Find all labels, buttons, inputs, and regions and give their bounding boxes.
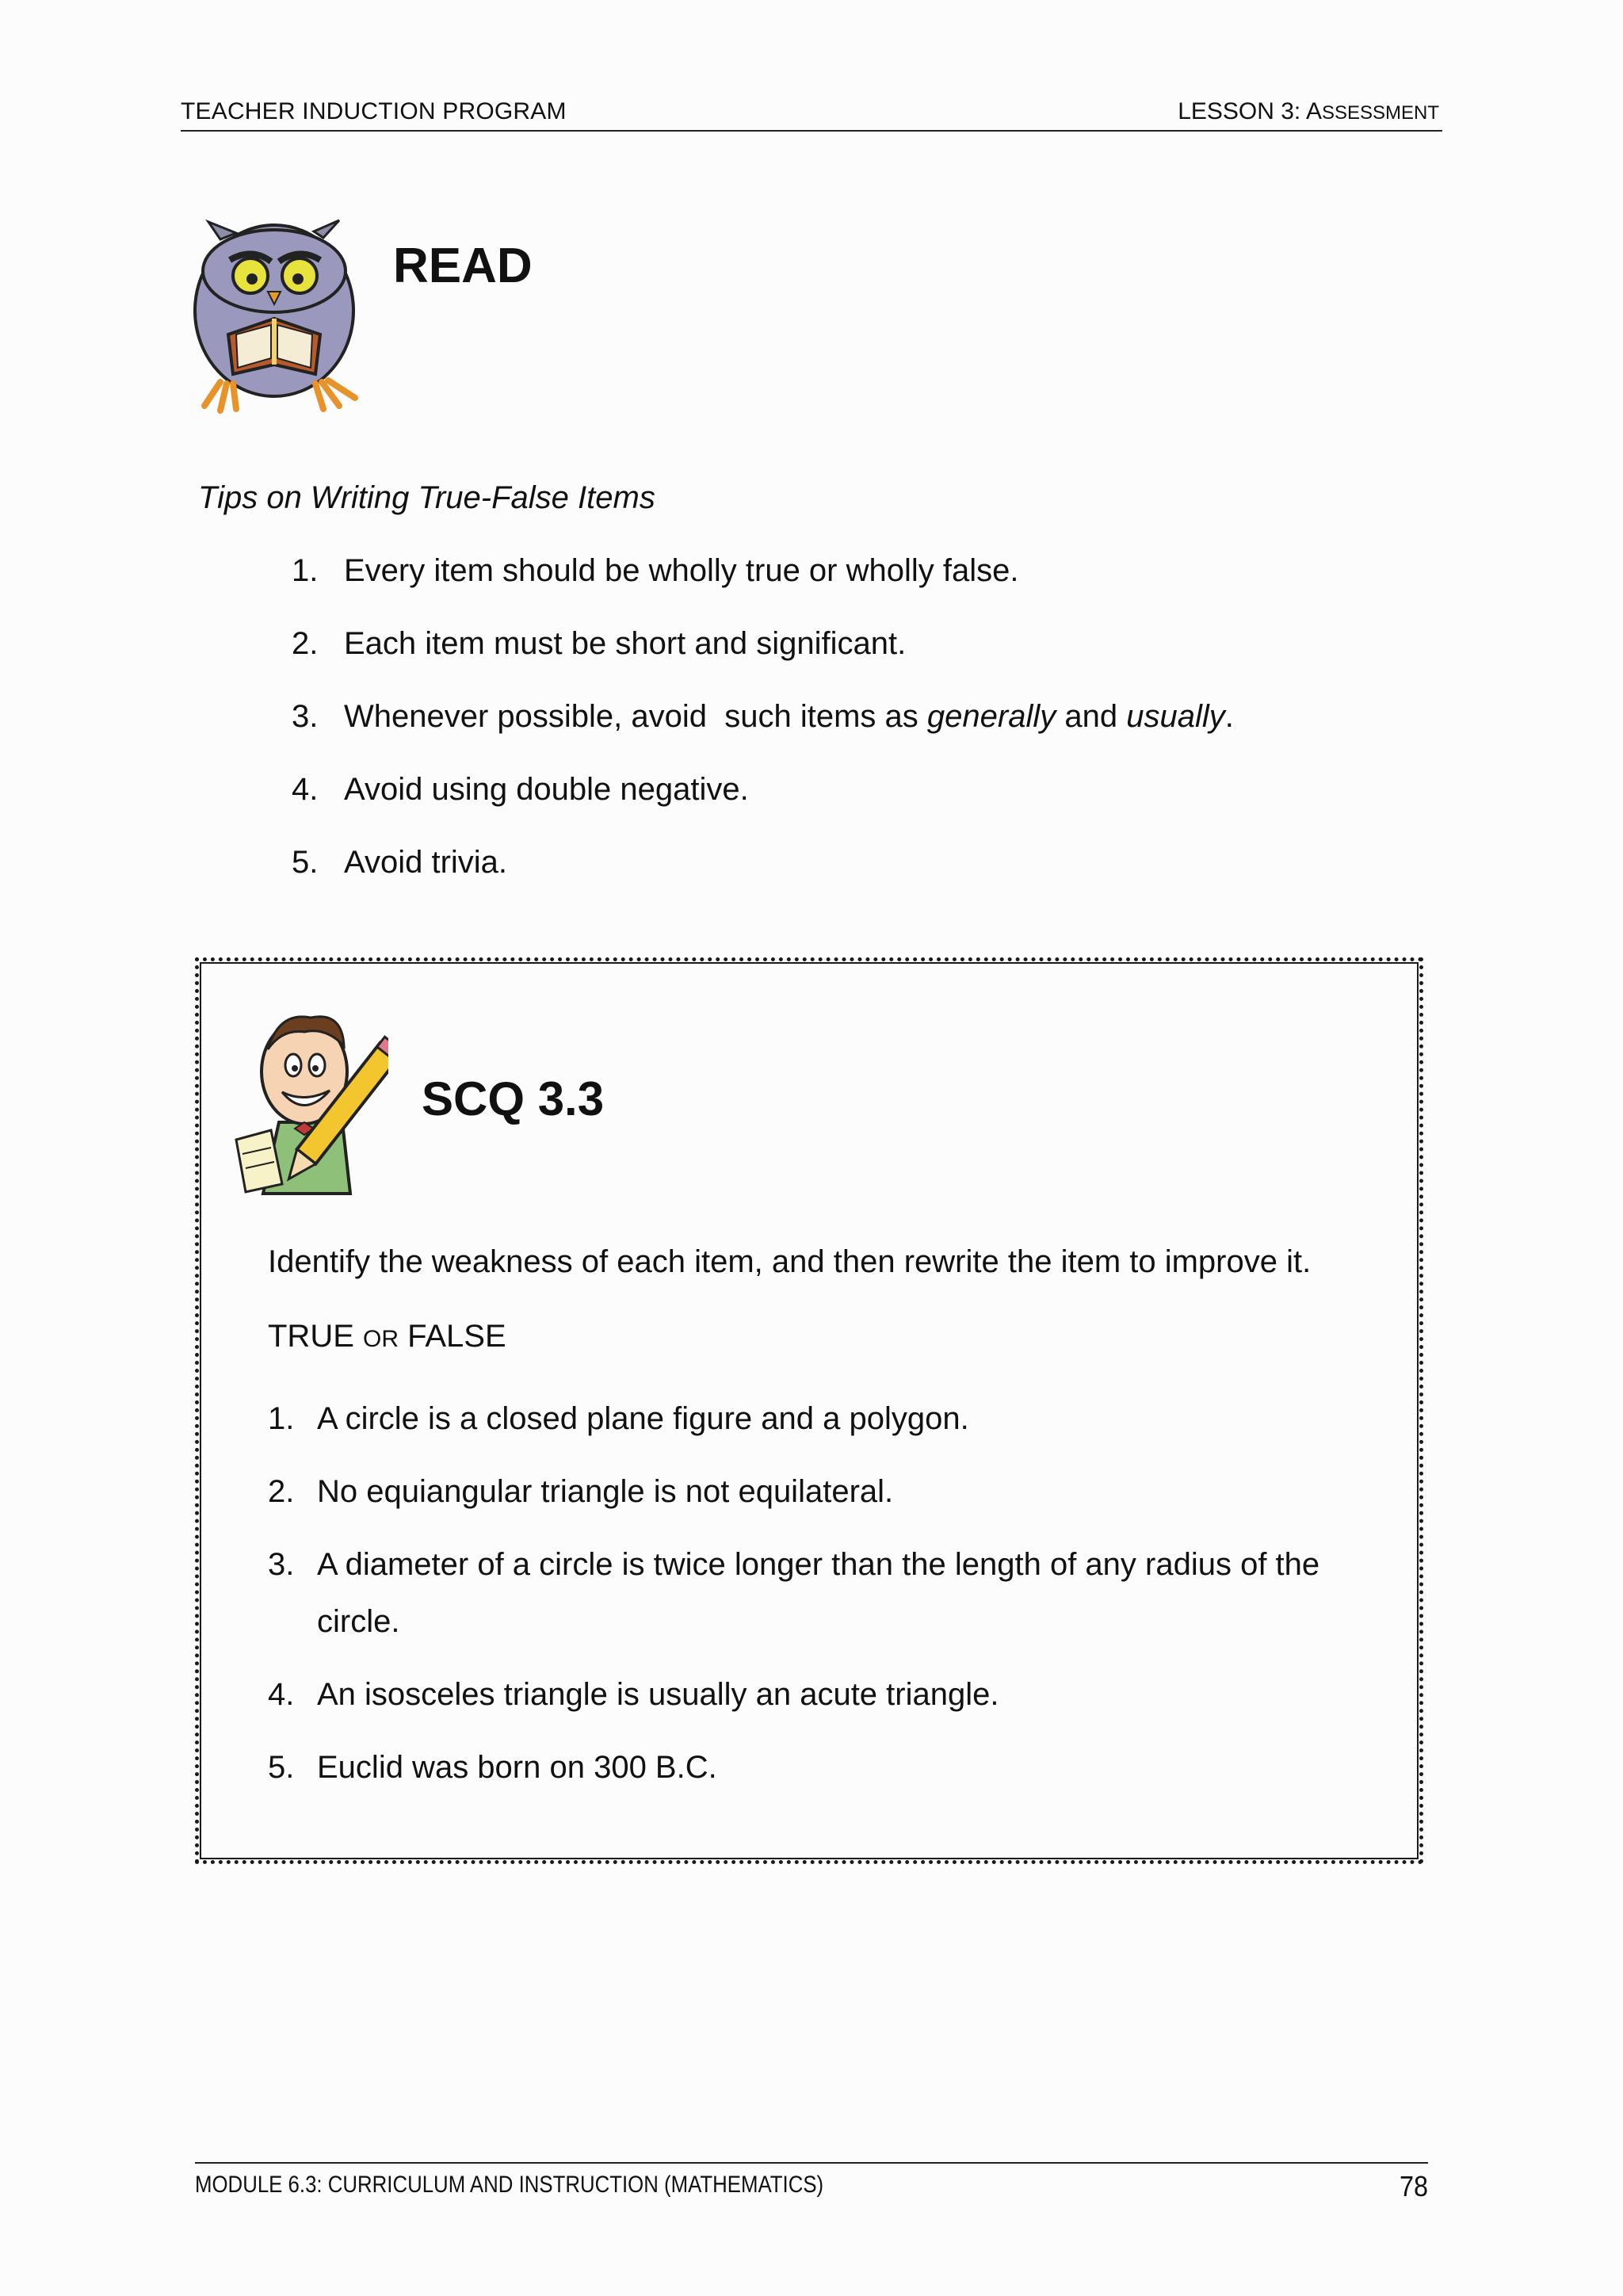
page-header	[181, 97, 1442, 132]
teacher-with-pencil-icon	[231, 1003, 388, 1208]
tips-subtitle: Tips on Writing True-False Items	[198, 480, 655, 515]
list-item: 1. Every item should be wholly true or wholly false.	[292, 553, 1019, 588]
scq-instructions: Identify the weakness of each item, and then rewrite the item to improve it.	[268, 1244, 1312, 1279]
list-item: 5. Euclid was born on 300 B.C.	[268, 1750, 717, 1785]
list-item: 4. Avoid using double negative.	[292, 772, 749, 807]
true-or-false-label: TRUE OR FALSE	[268, 1319, 506, 1354]
scq-questions-list	[268, 1390, 1393, 1812]
list-item: 3. A diameter of a circle is twice longer than the length of any radius of the circle.	[268, 1547, 1320, 1639]
page-footer	[195, 2162, 1428, 2205]
list-item: 4. An isosceles triangle is usually an acute triangle.	[268, 1677, 999, 1712]
reading-owl-icon	[189, 216, 379, 415]
list-item: 3. Whenever possible, avoid such items as generally and usually.	[292, 699, 1234, 734]
module-title: MODULE 6.3: CURRICULUM AND INSTRUCTION (MATHEMATICS)	[195, 2172, 824, 2198]
list-item: 5. Avoid trivia.	[292, 845, 508, 880]
read-heading: READ	[393, 239, 533, 293]
scq-heading: SCQ 3.3	[422, 1072, 605, 1125]
tips-list	[292, 553, 1234, 918]
page-number: 78	[1399, 2170, 1428, 2202]
lesson-title: LESSON 3: ASSESSMENT	[1178, 98, 1439, 124]
list-item: 2. No equiangular triangle is not equilateral.	[268, 1474, 894, 1509]
program-title: TEACHER INDUCTION PROGRAM	[181, 98, 567, 124]
list-item: 1. A circle is a closed plane figure and a polygon.	[268, 1401, 969, 1436]
list-item: 2. Each item must be short and significant.	[292, 626, 907, 661]
